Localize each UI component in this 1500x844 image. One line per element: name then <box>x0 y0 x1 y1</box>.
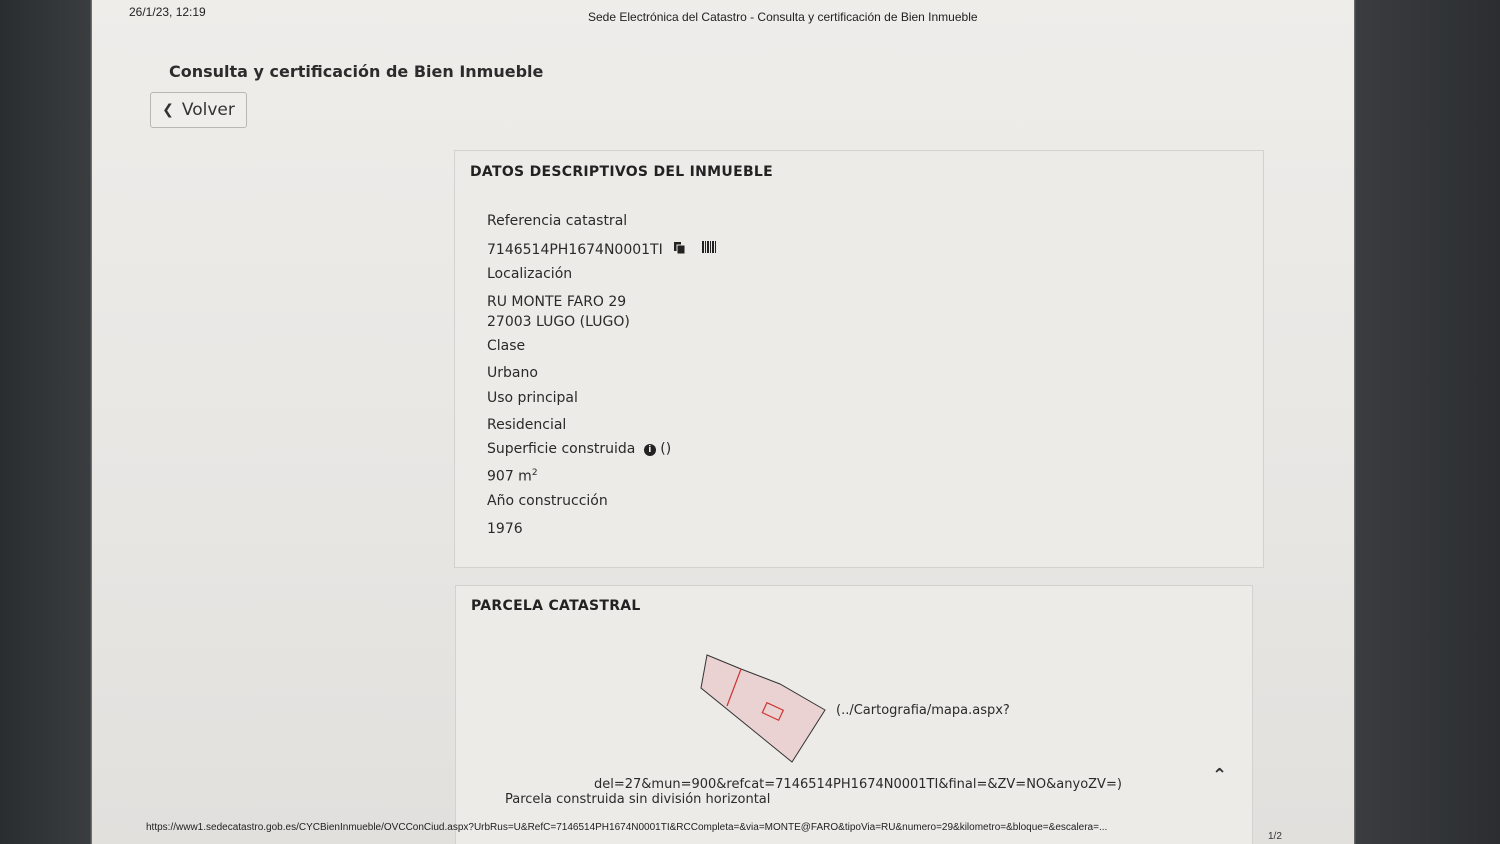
uso-value: Residencial <box>487 417 567 433</box>
parcela-panel <box>455 585 1253 844</box>
ref-row <box>487 241 716 259</box>
superficie-suffix: () <box>660 441 672 457</box>
print-footer-page: 1/2 <box>1268 831 1282 842</box>
copy-icon[interactable] <box>673 241 686 259</box>
back-button[interactable] <box>150 92 247 128</box>
datos-heading: DATOS DESCRIPTIVOS DEL INMUEBLE <box>470 164 773 180</box>
parcela-note: Parcela construida sin división horizontal <box>505 792 771 807</box>
datos-descriptivos-panel <box>454 150 1264 568</box>
parcela-heading: PARCELA CATASTRAL <box>471 598 641 614</box>
chevron-left-icon: ❮ <box>162 102 174 118</box>
print-footer-url: https://www1.sedecatastro.gob.es/CYCBienInmueble/OVCConCiud.aspx?UrbRus=U&RefC=7146514PH1674N0001TI&RCCompleta=&via=MONTE@FARO&tipoVia=RU&numero=29&kilometro=&bloque=&escalera=... <box>146 822 1108 833</box>
ref-label: Referencia catastral <box>487 213 628 229</box>
ref-value: 7146514PH1674N0001TI <box>487 242 663 258</box>
parcel-map-image[interactable] <box>694 650 834 766</box>
loc-label: Localización <box>487 266 573 282</box>
superficie-value-row <box>487 468 538 485</box>
page-title: Consulta y certificación de Bien Inmueble <box>169 62 544 81</box>
loc-line2: 27003 LUGO (LUGO) <box>487 314 630 330</box>
print-datetime: 26/1/23, 12:19 <box>129 5 206 19</box>
superficie-row <box>487 441 671 457</box>
print-doc-title: Sede Electrónica del Catastro - Consulta y certificación de Bien Inmueble <box>588 10 978 24</box>
superficie-label: Superficie construida <box>487 441 636 457</box>
map-link-line2[interactable]: del=27&mun=900&refcat=7146514PH1674N0001TI&final=&ZV=NO&anyoZV=) <box>594 777 1122 792</box>
info-icon[interactable]: i <box>644 444 656 456</box>
barcode-icon[interactable] <box>702 241 716 259</box>
back-button-label: Volver <box>181 100 235 120</box>
map-link-line1[interactable]: (../Cartografia/mapa.aspx? <box>836 703 1010 718</box>
printed-page <box>92 0 1354 844</box>
loc-line1: RU MONTE FARO 29 <box>487 294 627 310</box>
superficie-unit-sup: 2 <box>531 468 538 478</box>
anio-label: Año construcción <box>487 493 608 509</box>
clase-value: Urbano <box>487 365 538 381</box>
chevron-up-icon[interactable]: ⌃ <box>1212 765 1228 786</box>
anio-value: 1976 <box>487 521 523 537</box>
clase-label: Clase <box>487 338 526 354</box>
uso-label: Uso principal <box>487 390 578 406</box>
superficie-value: 907 m <box>487 468 532 485</box>
